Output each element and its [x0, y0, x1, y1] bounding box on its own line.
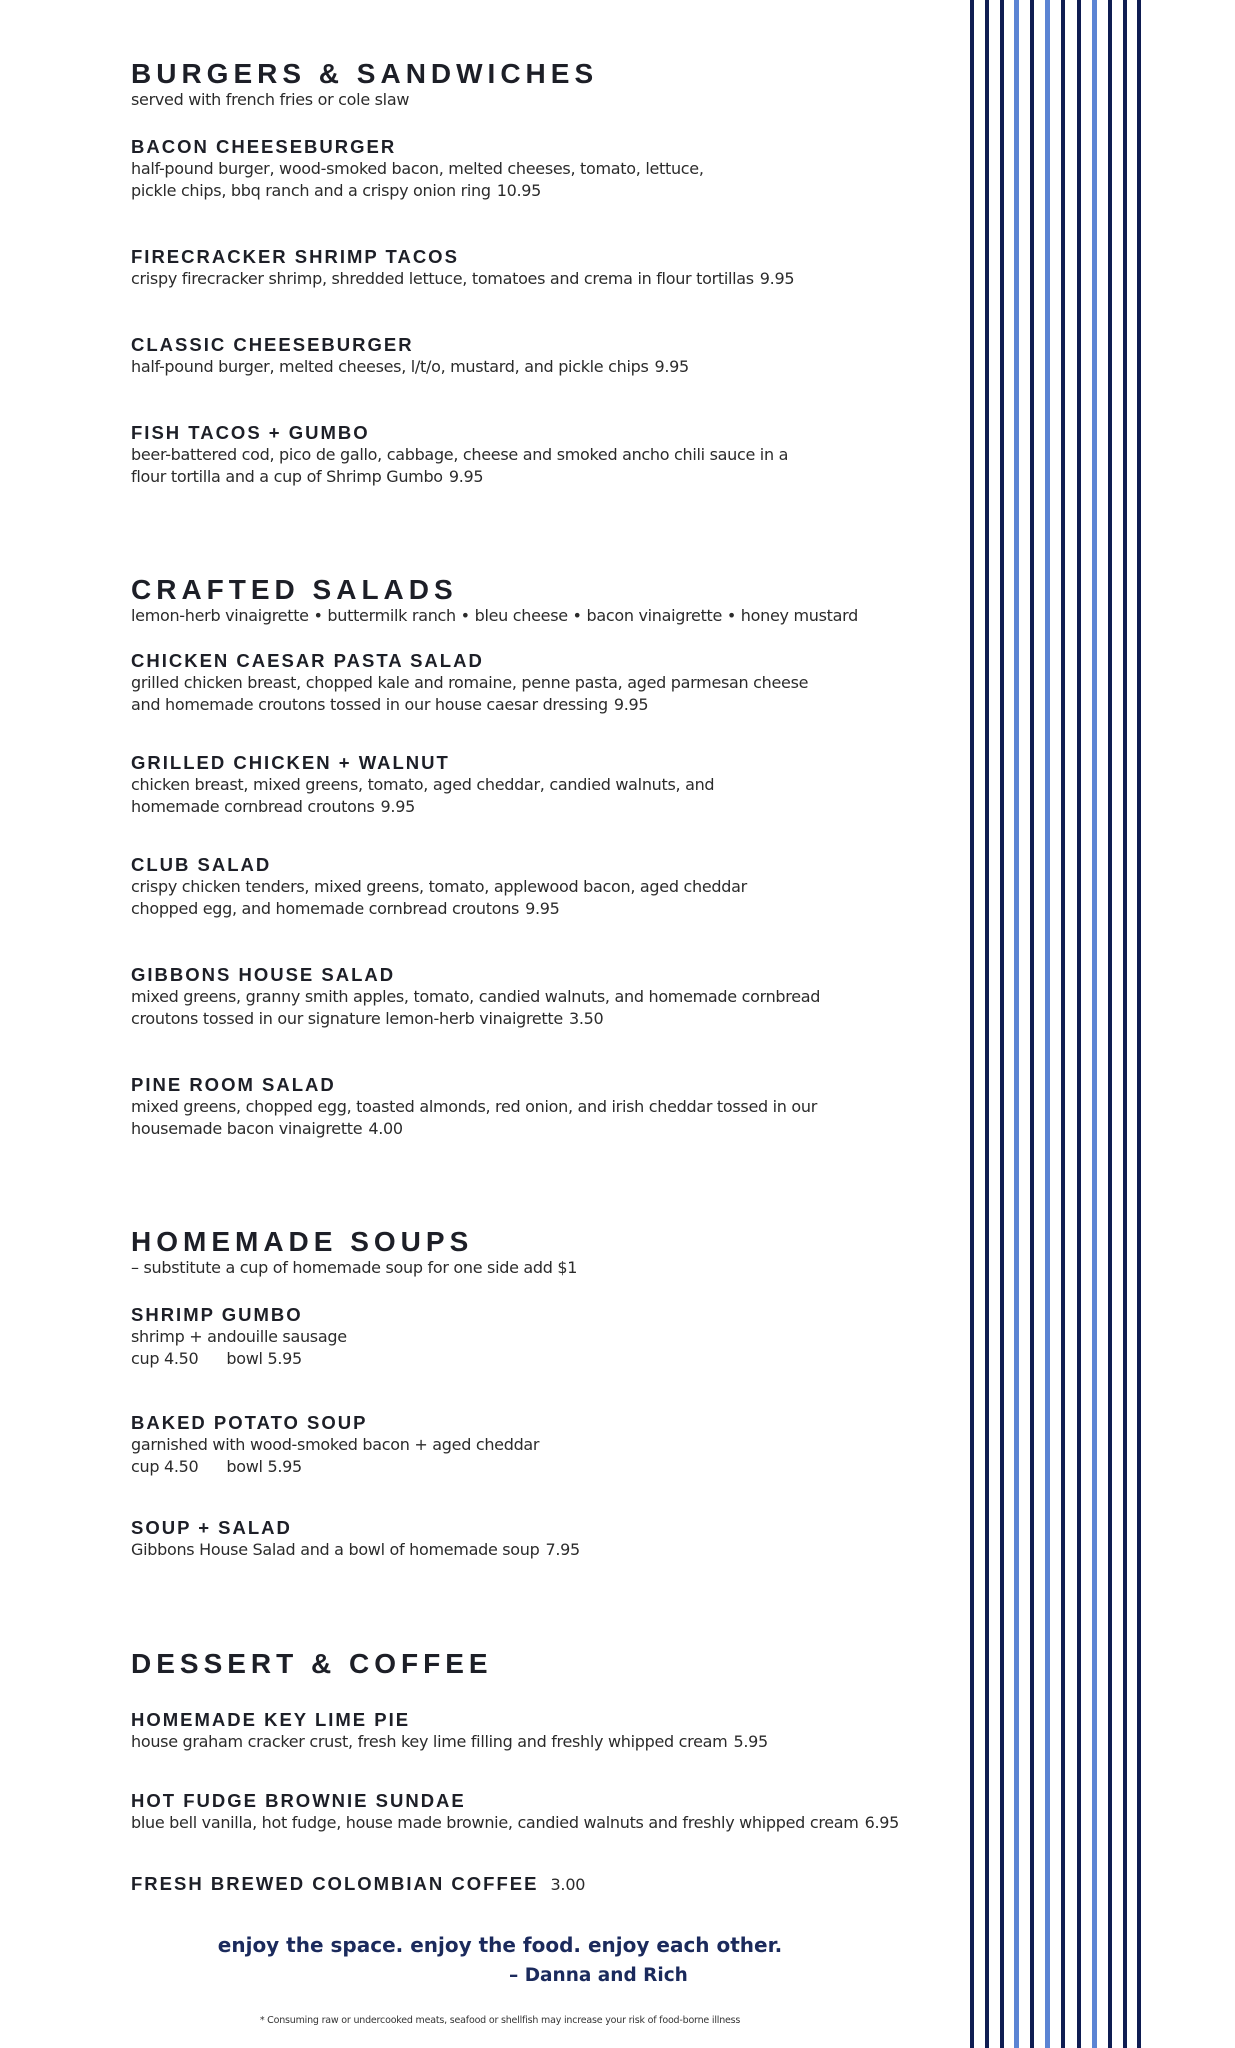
- section-title: HOMEMADE SOUPS: [131, 1226, 474, 1257]
- menu-item: [131, 1873, 951, 1896]
- item-price: 4.00: [368, 1118, 403, 1138]
- menu-item: [131, 1517, 951, 1561]
- item-price: 5.95: [733, 1732, 768, 1751]
- item-description: [131, 1812, 951, 1834]
- item-price: 10.95: [496, 180, 542, 200]
- item-description: [131, 1434, 951, 1477]
- menu-item: [131, 246, 951, 290]
- section-title: CRAFTED SALADS: [131, 574, 458, 605]
- menu-item: [131, 650, 951, 715]
- section-title: DESSERT & COFFEE: [131, 1648, 493, 1679]
- item-description: [131, 1731, 951, 1753]
- stripe: [1045, 0, 1050, 2048]
- description-line: homemade cornbread croutons: [131, 796, 375, 816]
- section-title: BURGERS & SANDWICHES: [131, 58, 599, 89]
- bowl-price: bowl 5.95: [226, 1348, 302, 1368]
- item-name: SOUP + SALAD: [131, 1517, 292, 1538]
- menu-item: [131, 1709, 951, 1753]
- item-description: [131, 1326, 951, 1369]
- stripe: [1000, 0, 1004, 2048]
- menu-item: [131, 334, 951, 378]
- item-name: SHRIMP GUMBO: [131, 1304, 303, 1325]
- item-name: BACON CHEESEBURGER: [131, 136, 397, 157]
- description-line: crispy firecracker shrimp, shredded lettuce, tomatoes and crema in flour tortillas: [131, 269, 754, 288]
- menu-item: [131, 854, 951, 919]
- bowl-price: bowl 5.95: [226, 1456, 302, 1476]
- description-line: crispy chicken tenders, mixed greens, tomato, applewood bacon, aged cheddar: [131, 877, 747, 896]
- menu-item: [131, 752, 951, 817]
- item-name: HOMEMADE KEY LIME PIE: [131, 1709, 411, 1730]
- item-name: FISH TACOS + GUMBO: [131, 422, 370, 443]
- section-subtitle: – substitute a cup of homemade soup for one side add $1: [131, 1258, 578, 1277]
- item-description: [131, 444, 951, 487]
- tagline: enjoy the space. enjoy the food. enjoy each other.: [217, 1933, 783, 1957]
- cup-bowl-prices: [131, 1456, 951, 1478]
- item-name: BAKED POTATO SOUP: [131, 1412, 368, 1433]
- description-line: housemade bacon vinaigrette: [131, 1118, 363, 1138]
- item-price: 9.95: [448, 466, 484, 486]
- item-name: CHICKEN CAESAR PASTA SALAD: [131, 650, 484, 671]
- menu-item: [131, 1304, 951, 1369]
- description-line: chopped egg, and homemade cornbread croutons: [131, 898, 520, 918]
- item-description: [131, 672, 951, 715]
- item-price: 3.00: [550, 1875, 586, 1894]
- stripe: [1123, 0, 1127, 2048]
- section-burgers: [131, 58, 951, 110]
- item-description: [131, 356, 951, 378]
- section-subtitle: lemon-herb vinaigrette • buttermilk ranch • bleu cheese • bacon vinaigrette • honey mustard: [131, 606, 858, 625]
- stripe: [1092, 0, 1097, 2048]
- item-price: 9.95: [654, 357, 689, 376]
- menu-item: [131, 1412, 951, 1477]
- item-price: 9.95: [380, 796, 415, 816]
- item-name: CLASSIC CHEESEBURGER: [131, 334, 414, 355]
- item-name: CLUB SALAD: [131, 854, 272, 875]
- stripe: [1108, 0, 1112, 2048]
- item-name: HOT FUDGE BROWNIE SUNDAE: [131, 1790, 466, 1811]
- item-description: [131, 986, 951, 1029]
- item-name: [131, 1873, 951, 1896]
- description-line: garnished with wood-smoked bacon + aged cheddar: [131, 1435, 540, 1454]
- item-price: 6.95: [864, 1813, 900, 1832]
- cup-bowl-prices: [131, 1348, 951, 1370]
- stripe: [1014, 0, 1019, 2048]
- disclaimer: * Consuming raw or undercooked meats, seafood or shellfish may increase your risk of food-borne illness: [259, 2015, 741, 2026]
- section-soups: [131, 1226, 951, 1278]
- description-line: half-pound burger, wood-smoked bacon, melted cheeses, tomato, lettuce,: [131, 159, 704, 178]
- section-salads: [131, 574, 951, 626]
- item-price: 3.50: [568, 1008, 604, 1028]
- cup-price: cup 4.50: [131, 1348, 199, 1368]
- section-dessert: [131, 1648, 951, 1680]
- menu-item: [131, 964, 951, 1029]
- description-line: beer-battered cod, pico de gallo, cabbage, cheese and smoked ancho chili sauce in a: [131, 445, 789, 464]
- description-line: half-pound burger, melted cheeses, l/t/o, mustard, and pickle chips: [131, 357, 649, 376]
- stripe: [1077, 0, 1081, 2048]
- item-name-text: FRESH BREWED COLOMBIAN COFFEE: [131, 1873, 539, 1894]
- stripe: [1030, 0, 1034, 2048]
- decorative-stripes: [968, 0, 1173, 2048]
- description-line: pickle chips, bbq ranch and a crispy onion ring: [131, 180, 491, 200]
- description-line: flour tortilla and a cup of Shrimp Gumbo: [131, 466, 443, 486]
- description-line: mixed greens, granny smith apples, tomato, candied walnuts, and homemade cornbread: [131, 987, 821, 1006]
- menu-item: [131, 1790, 951, 1834]
- item-name: PINE ROOM SALAD: [131, 1074, 336, 1095]
- item-price: 9.95: [613, 694, 649, 714]
- description-line: mixed greens, chopped egg, toasted almonds, red onion, and irish cheddar tossed in our: [131, 1097, 818, 1116]
- description-line: chicken breast, mixed greens, tomato, aged cheddar, candied walnuts, and: [131, 775, 715, 794]
- item-description: [131, 876, 951, 919]
- description-line: shrimp + andouille sausage: [131, 1327, 347, 1346]
- stripe: [970, 0, 974, 2048]
- description-line: Gibbons House Salad and a bowl of homemade soup: [131, 1540, 540, 1559]
- item-description: [131, 158, 951, 201]
- item-price: 9.95: [759, 269, 795, 288]
- item-name: FIRECRACKER SHRIMP TACOS: [131, 246, 459, 267]
- item-name: GIBBONS HOUSE SALAD: [131, 964, 396, 985]
- description-line: grilled chicken breast, chopped kale and romaine, penne pasta, aged parmesan cheese: [131, 673, 809, 692]
- signature: – Danna and Rich: [509, 1965, 688, 1986]
- description-line: blue bell vanilla, hot fudge, house made brownie, candied walnuts and freshly whipped cream: [131, 1813, 859, 1832]
- item-price: 9.95: [525, 898, 560, 918]
- item-name: GRILLED CHICKEN + WALNUT: [131, 752, 450, 773]
- menu-item: [131, 422, 951, 487]
- item-description: [131, 1539, 951, 1561]
- item-description: [131, 774, 951, 817]
- stripe: [985, 0, 989, 2048]
- description-line: house graham cracker crust, fresh key lime filling and freshly whipped cream: [131, 1732, 728, 1751]
- item-price: 7.95: [545, 1540, 580, 1559]
- section-subtitle: served with french fries or cole slaw: [131, 90, 410, 109]
- description-line: and homemade croutons tossed in our house caesar dressing: [131, 694, 608, 714]
- description-line: croutons tossed in our signature lemon-herb vinaigrette: [131, 1008, 563, 1028]
- item-description: [131, 268, 951, 290]
- item-description: [131, 1096, 951, 1139]
- menu-item: [131, 136, 951, 201]
- menu-item: [131, 1074, 951, 1139]
- stripe: [1061, 0, 1065, 2048]
- cup-price: cup 4.50: [131, 1456, 199, 1476]
- stripe: [1137, 0, 1141, 2048]
